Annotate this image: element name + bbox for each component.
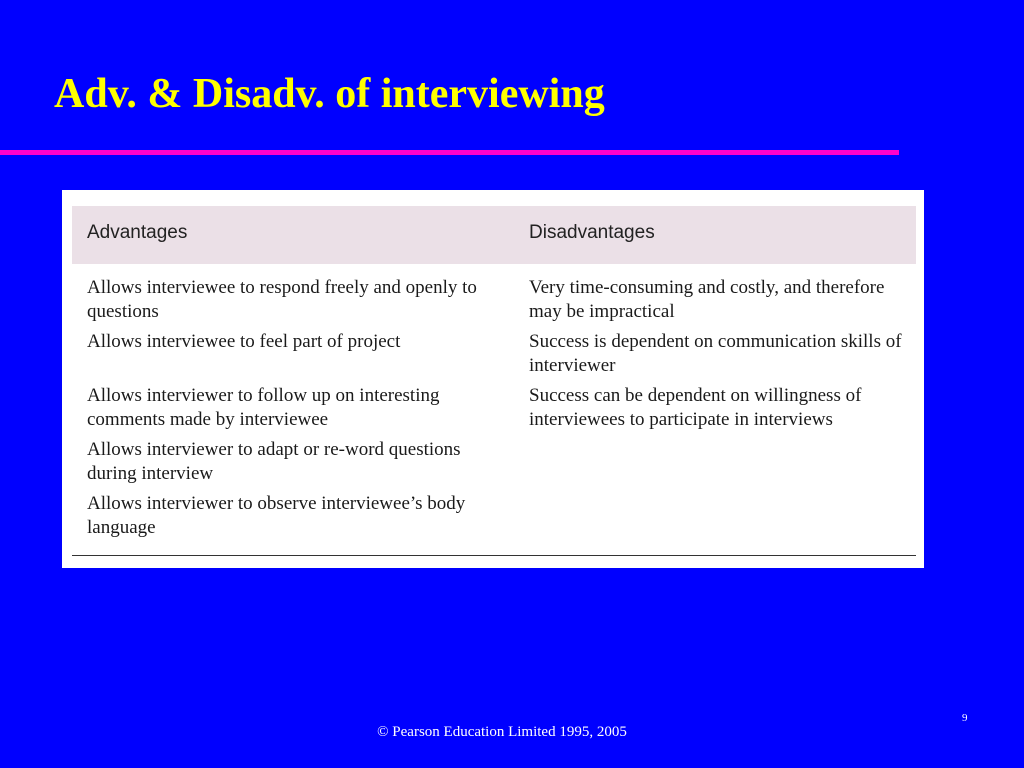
disadvantage-item: Success can be dependent on willingness of interviewees to participate in interviews (529, 385, 862, 430)
table-header-row (72, 206, 916, 264)
advantage-item: Allows interviewee to feel part of project (87, 331, 401, 352)
title-divider (0, 150, 899, 155)
copyright-footer: © Pearson Education Limited 1995, 2005 (377, 724, 627, 740)
header-advantages: Advantages (87, 222, 188, 243)
advantage-item: Allows interviewer to adapt or re-word questions during interview (87, 439, 461, 484)
table-bottom-rule (72, 555, 916, 556)
advantage-item: Allows interviewer to observe interviewee’s body language (87, 493, 466, 538)
advantage-item: Allows interviewer to follow up on interesting comments made by interviewee (87, 385, 440, 430)
comparison-table (62, 190, 924, 568)
advantages-column (87, 276, 507, 540)
disadvantages-column (529, 276, 919, 432)
advantage-item: Allows interviewee to respond freely and openly to questions (87, 277, 477, 322)
slide-number: 9 (962, 712, 968, 724)
slide-title: Adv. & Disadv. of interviewing (54, 71, 605, 117)
disadvantage-item: Success is dependent on communication skills of interviewer (529, 331, 902, 376)
header-disadvantages: Disadvantages (529, 222, 655, 243)
disadvantage-item: Very time-consuming and costly, and therefore may be impractical (529, 277, 885, 322)
